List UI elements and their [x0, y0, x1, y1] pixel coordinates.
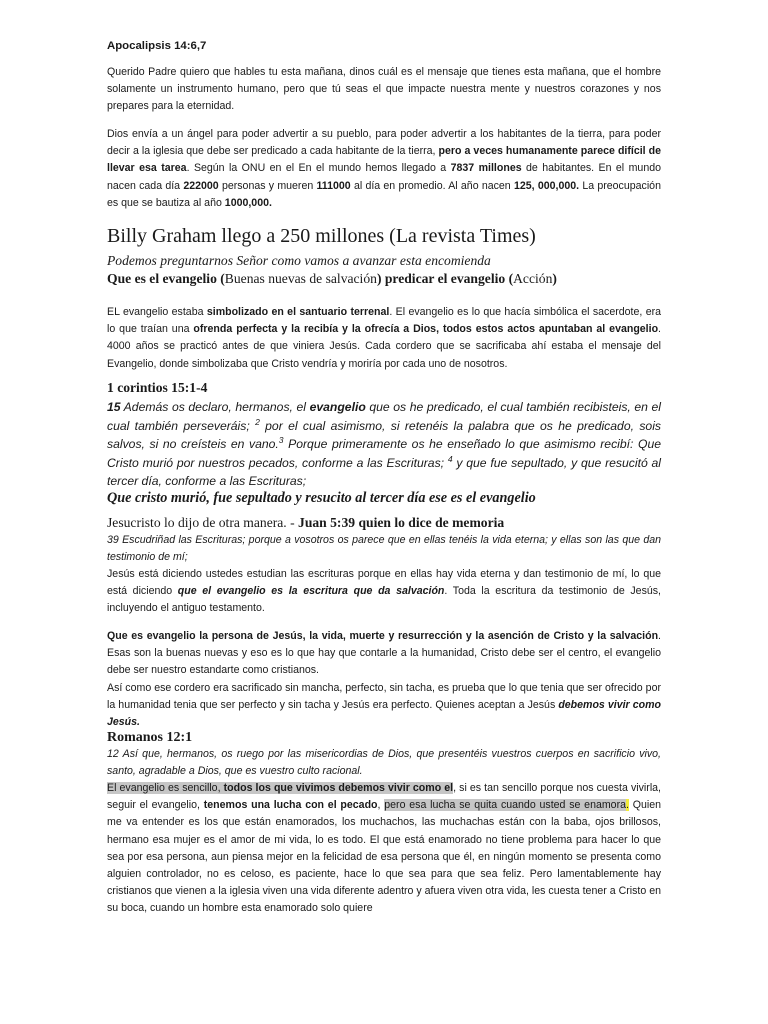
- heading-jesucristo: Jesucristo lo dijo de otra manera. - Juan 5:39 quien lo dice de memoria: [107, 515, 505, 530]
- heading-billy-graham: Billy Graham llego a 250 millones (La revista Times): [107, 225, 536, 247]
- heading-que-cristo-murio: Que cristo murió, fue sepultado y resucito al tercer día ese es el evangelio: [107, 490, 536, 506]
- verse-juan-5-39: 39 Escudriñad las Escrituras; porque a vosotros os parece que en ellas tenéis la vida eterna; y ellas son las que dan testimonio de mí;: [107, 534, 661, 564]
- paragraph-cordero: Así como ese cordero era sacrificado sin mancha, perfecto, sin tacha, es prueba que lo que tenia que ser ofrecido por la humanidad tenia que ser perfecto y sin tacha y Jesús era perfecto. Quienes aceptan a Jesús debemos vivir como Jesús.: [107, 682, 661, 729]
- paragraph-enamorado: El evangelio es sencillo, todos los que vivimos debemos vivir como el, si es tan sencillo porque nos cuesta vivirla, seguir el evangelio, tenemos una lucha con el pecado, pero esa lucha se quita cuando usted se enamora. Quien me va entender es los que están enamorados, los muchachos, las muchachas están con la baba, ojos brillosos, hermano esa mujer es el amor de mi vida, lo es todo. El que está enamorado no tiene problema para hacer lo que sea por esa persona, aun piensa mejor en la felicidad de esa persona que él, en ningún momento se presenta como alguien controlador, no es celoso, es paciente, hace lo que sea para que sea feliz. Pero lamentablemente hay cristianos que vienen a la iglesia viven una vida diferente adentro y afuera viven otra vida, les cuesta tener a Cristo en su boca, cuando un hombre esta enamorado solo quiere: [107, 782, 662, 915]
- paragraph-persona-de-jesus: Que es evangelio la persona de Jesús, la vida, muerte y resurrección y la asención de Cristo y la salvación. Esas son la buenas nuevas y eso es lo que hay que contarle a la humanidad, Cristo debe ser el centro, el evangelio debe ser nuestro estandarte como cristianos.: [107, 630, 661, 677]
- paragraph-prayer: Querido Padre quiero que hables tu esta mañana, dinos cuál es el mensaje que tienes esta mañana, que el hombre solamente un instrumento humano, pero que tú seas el que impacte nuestra mente y nuestros corazones y nos prepares para la eternidad.: [107, 66, 661, 113]
- page-title: Apocalipsis 14:6,7: [107, 40, 207, 52]
- heading-romanos: Romanos 12:1: [107, 730, 193, 745]
- subheading-podemos: Podemos preguntarnos Señor como vamos a avanzar esta encomienda: [107, 253, 491, 268]
- heading-que-es-evangelio: Que es el evangelio (Buenas nuevas de salvación) predicar el evangelio (Acción): [107, 271, 557, 286]
- paragraph-escrituras: Jesús está diciendo ustedes estudian las escrituras porque en ellas hay vida eterna y dan testimonio de mí, lo que está diciendo que el evangelio es la escritura que da salvación. Toda la escritura da testimonio de Jesús, incluyendo el antiguo testamento.: [107, 568, 661, 615]
- paragraph-santuario: EL evangelio estaba simbolizado en el santuario terrenal. El evangelio es lo que hacía simbólica el sacerdote, era lo que traían una ofrenda perfecta y la recibía y la ofrecía a Dios, todos estos actos apuntaban al evangelio. 4000 años se practicó antes de que viniera Jesús. Cada cordero que se sacrificaba ahí estaba el mensaje del Evangelio, donde simbolizaba que Cristo vendría y moriría por cada uno de nosotros.: [107, 306, 662, 370]
- verse-1-corintios: 15 Además os declaro, hermanos, el evangelio que os he predicado, el cual también recibisteis, en el cual también perseveráis; $^2$ por el cual asimismo, si retenéis la palabra que os he predicado, sois salvos, si no creísteis en vano.$^3$ Porque primeramente os he enseñado lo que asimismo recibí: Que Cristo murió por nuestros pecados, conforme a las Escrituras; $^4$ y que fue sepultado, y que resucitó al tercer día, conforme a las Escrituras;: [107, 400, 662, 489]
- verse-romanos-12-1: 12 Así que, hermanos, os ruego por las misericordias de Dios, que presentéis vuestros cuerpos en sacrificio vivo, santo, agradable a Dios, que es vuestro culto racional.: [107, 748, 661, 778]
- heading-1-corintios: 1 corintios 15:1-4: [107, 380, 208, 395]
- paragraph-angel: Dios envía a un ángel para poder advertir a su pueblo, para poder advertir a los habitantes de la tierra, para poder decir a la iglesia que debe ser predicado a cada habitante de la tierra, pero a veces humanamente parece difícil de llevar esa tarea. Según la ONU en el En el mundo hemos llegado a 7837 millones de habitantes. En el mundo nacen cada día 222000 personas y mueren 111000 al día en promedio. Al año nacen 125, 000,000. La preocupación es que se bautiza al año 1000,000.: [107, 128, 661, 209]
